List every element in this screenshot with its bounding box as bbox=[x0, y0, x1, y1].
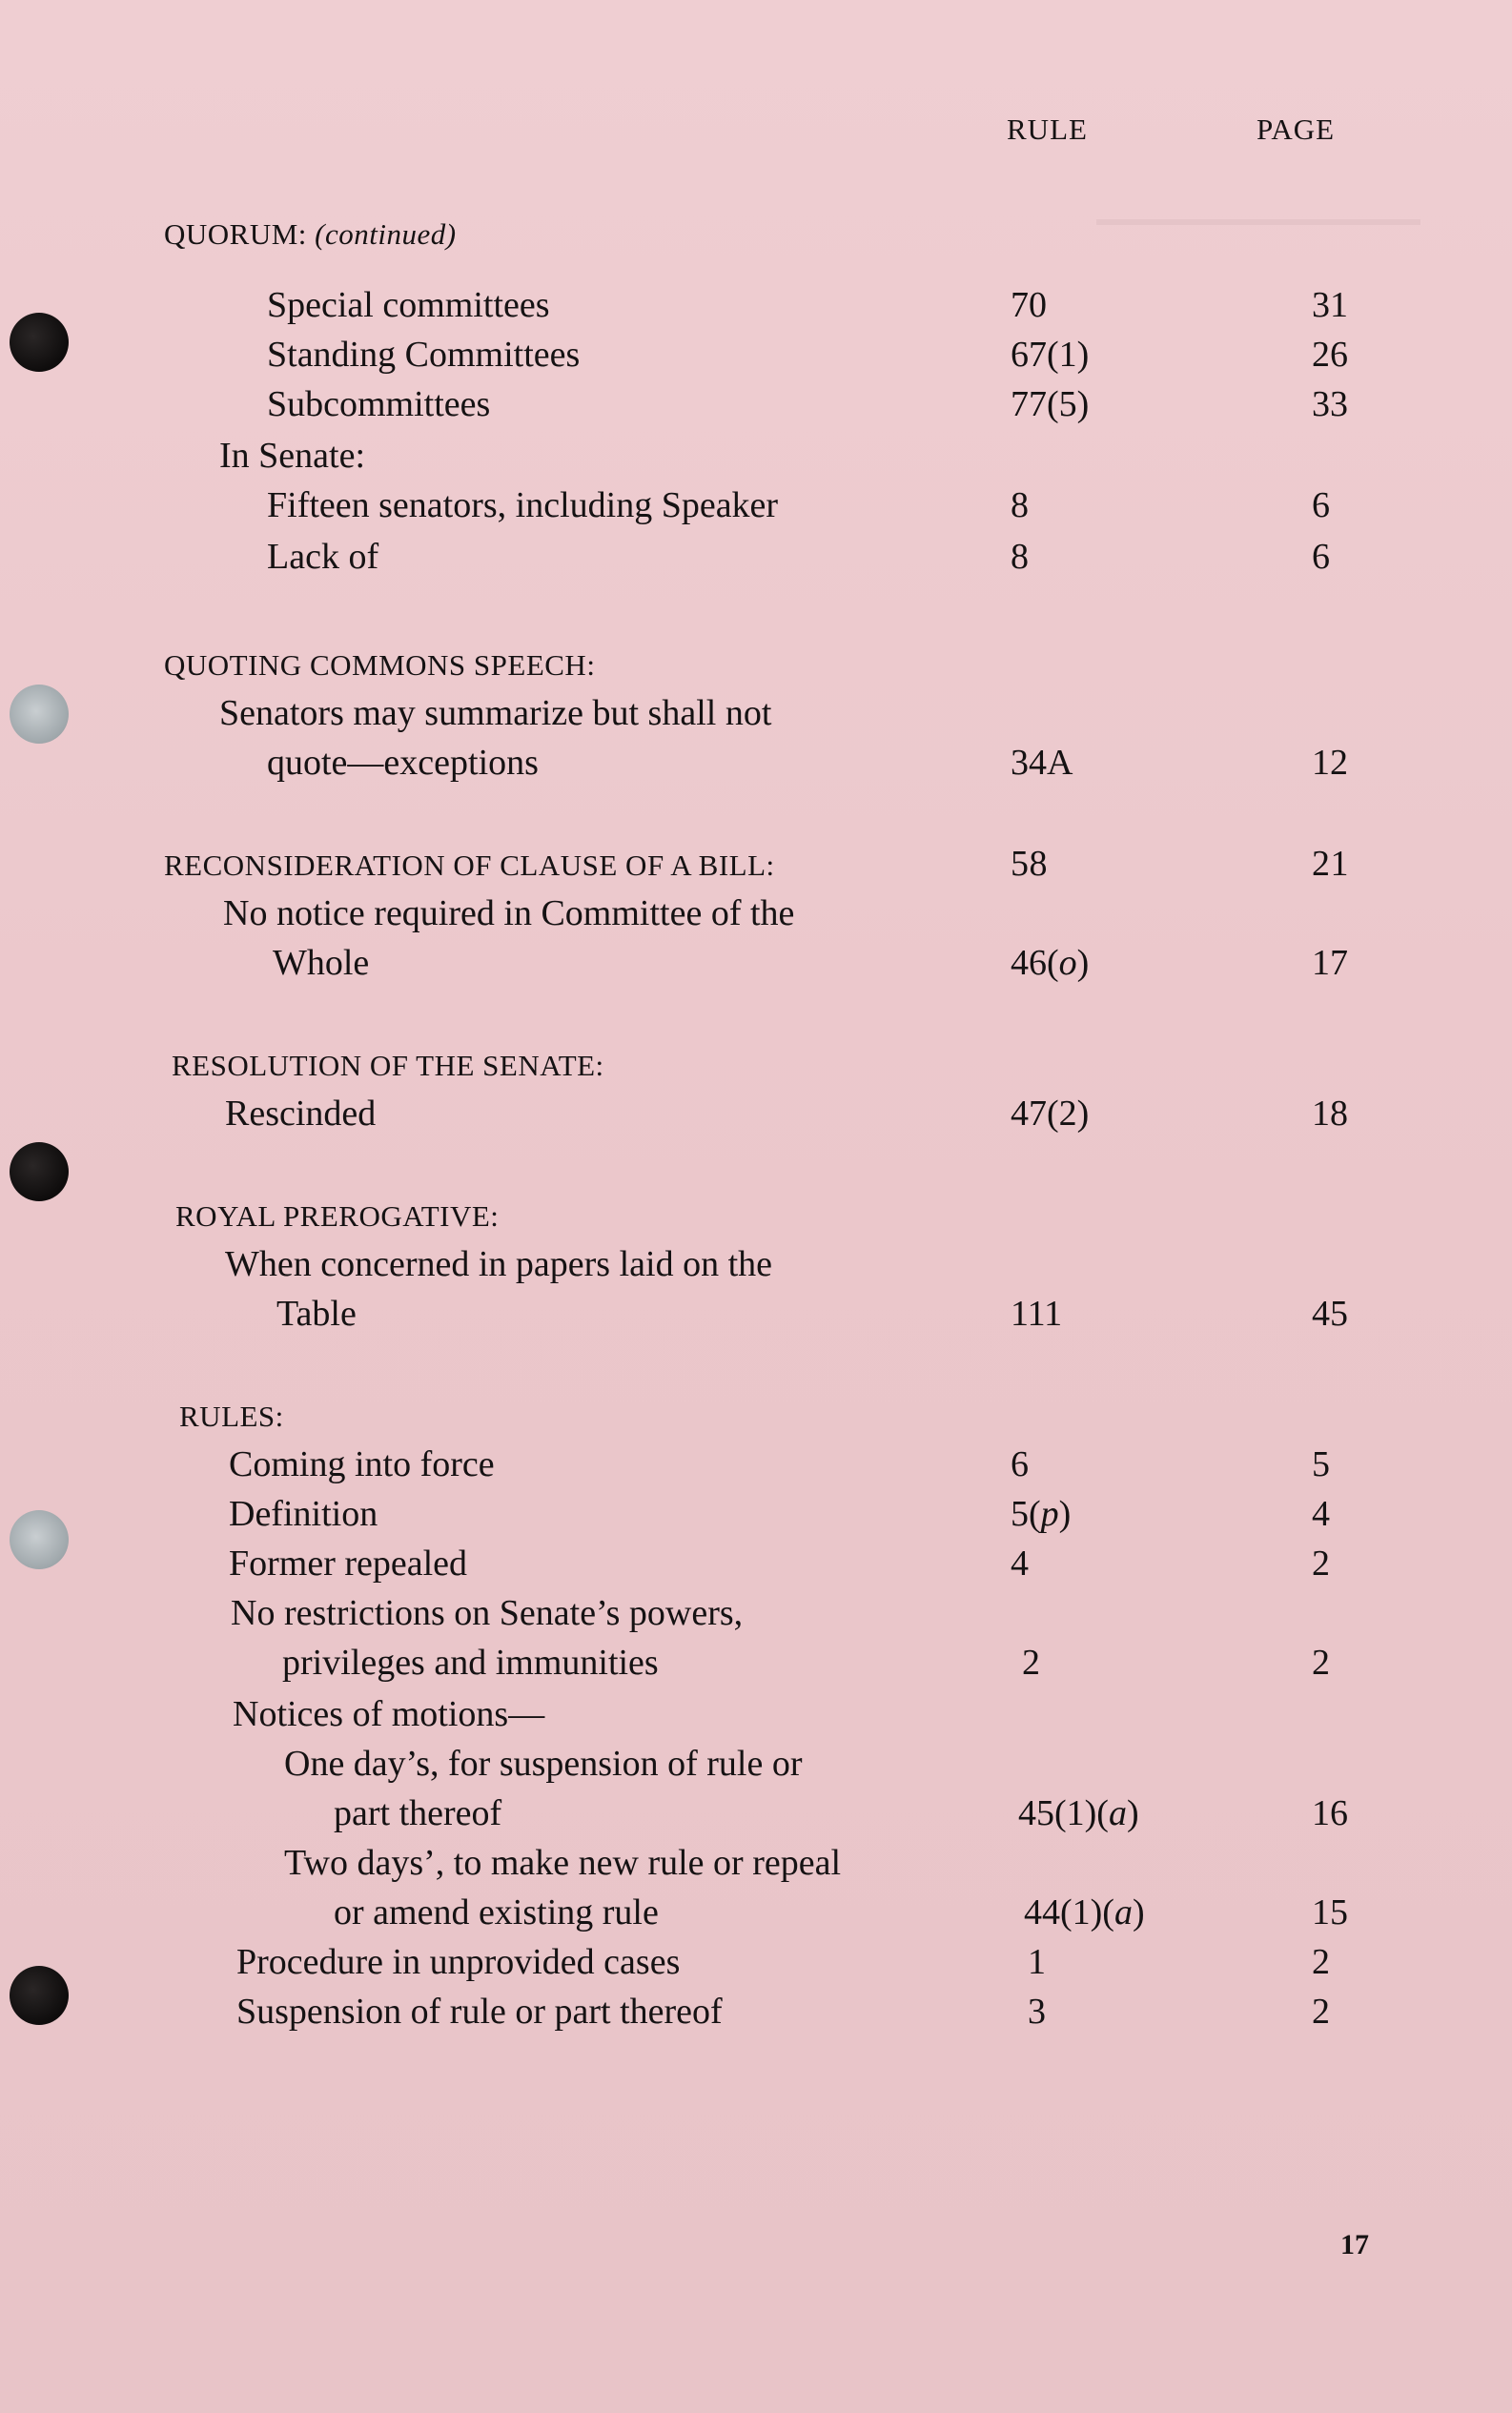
index-entry: Notices of motions— bbox=[233, 1694, 545, 1734]
index-heading: RECONSIDERATION OF CLAUSE OF A BILL: 58 21 bbox=[164, 844, 1349, 884]
index-entry: Subcommittees 77(5) 33 bbox=[267, 384, 1348, 424]
index-entry: In Senate: bbox=[219, 436, 366, 476]
rule-column-header: RULE bbox=[1007, 112, 1088, 146]
index-entry: No restrictions on Senate’s powers, bbox=[231, 1593, 744, 1633]
index-entry: Special committees 70 31 bbox=[267, 285, 1348, 325]
index-entry: No notice required in Committee of the bbox=[223, 893, 795, 933]
index-entry: Procedure in unprovided cases 1 2 bbox=[236, 1942, 1330, 1982]
index-heading: QUOTING COMMONS SPEECH: bbox=[164, 648, 596, 682]
index-entry: Rescinded 47(2) 18 bbox=[225, 1094, 1348, 1134]
index-heading: RESOLUTION OF THE SENATE: bbox=[172, 1049, 604, 1082]
index-entry: Lack of 8 6 bbox=[267, 537, 1330, 577]
index-heading: RULES: bbox=[179, 1400, 284, 1433]
index-entry: Standing Committees 67(1) 26 bbox=[267, 335, 1348, 375]
index-entry: privileges and immunities 2 2 bbox=[282, 1643, 1330, 1683]
index-entry: Two days’, to make new rule or repeal bbox=[284, 1843, 842, 1883]
index-entry: part thereof 45(1)(a) 16 bbox=[334, 1793, 1348, 1833]
binder-hole bbox=[10, 1142, 69, 1201]
index-entry: When concerned in papers laid on the bbox=[225, 1244, 772, 1284]
index-entry: Table 111 45 bbox=[276, 1294, 1348, 1334]
index-entry: Coming into force 6 5 bbox=[229, 1444, 1330, 1484]
page-number: 17 bbox=[1340, 2229, 1369, 2260]
index-entry: Definition 5(p) 4 bbox=[229, 1494, 1330, 1534]
index-entry: or amend existing rule 44(1)(a) 15 bbox=[334, 1892, 1348, 1932]
index-entry: Suspension of rule or part thereof 3 2 bbox=[236, 1992, 1330, 2032]
index-heading: ROYAL PREROGATIVE: bbox=[175, 1199, 500, 1233]
index-entry: quote—exceptions 34A 12 bbox=[267, 743, 1348, 783]
index-entry: Former repealed 4 2 bbox=[229, 1544, 1330, 1584]
page-column-header: PAGE bbox=[1257, 112, 1336, 146]
index-entry: Senators may summarize but shall not bbox=[219, 693, 772, 733]
index-entry: One day’s, for suspension of rule or bbox=[284, 1744, 803, 1784]
index-heading: QUORUM: (continued) bbox=[164, 217, 457, 251]
index-entry: Fifteen senators, including Speaker 8 6 bbox=[267, 485, 1330, 525]
index-entry: Whole 46(o) 17 bbox=[273, 943, 1348, 983]
